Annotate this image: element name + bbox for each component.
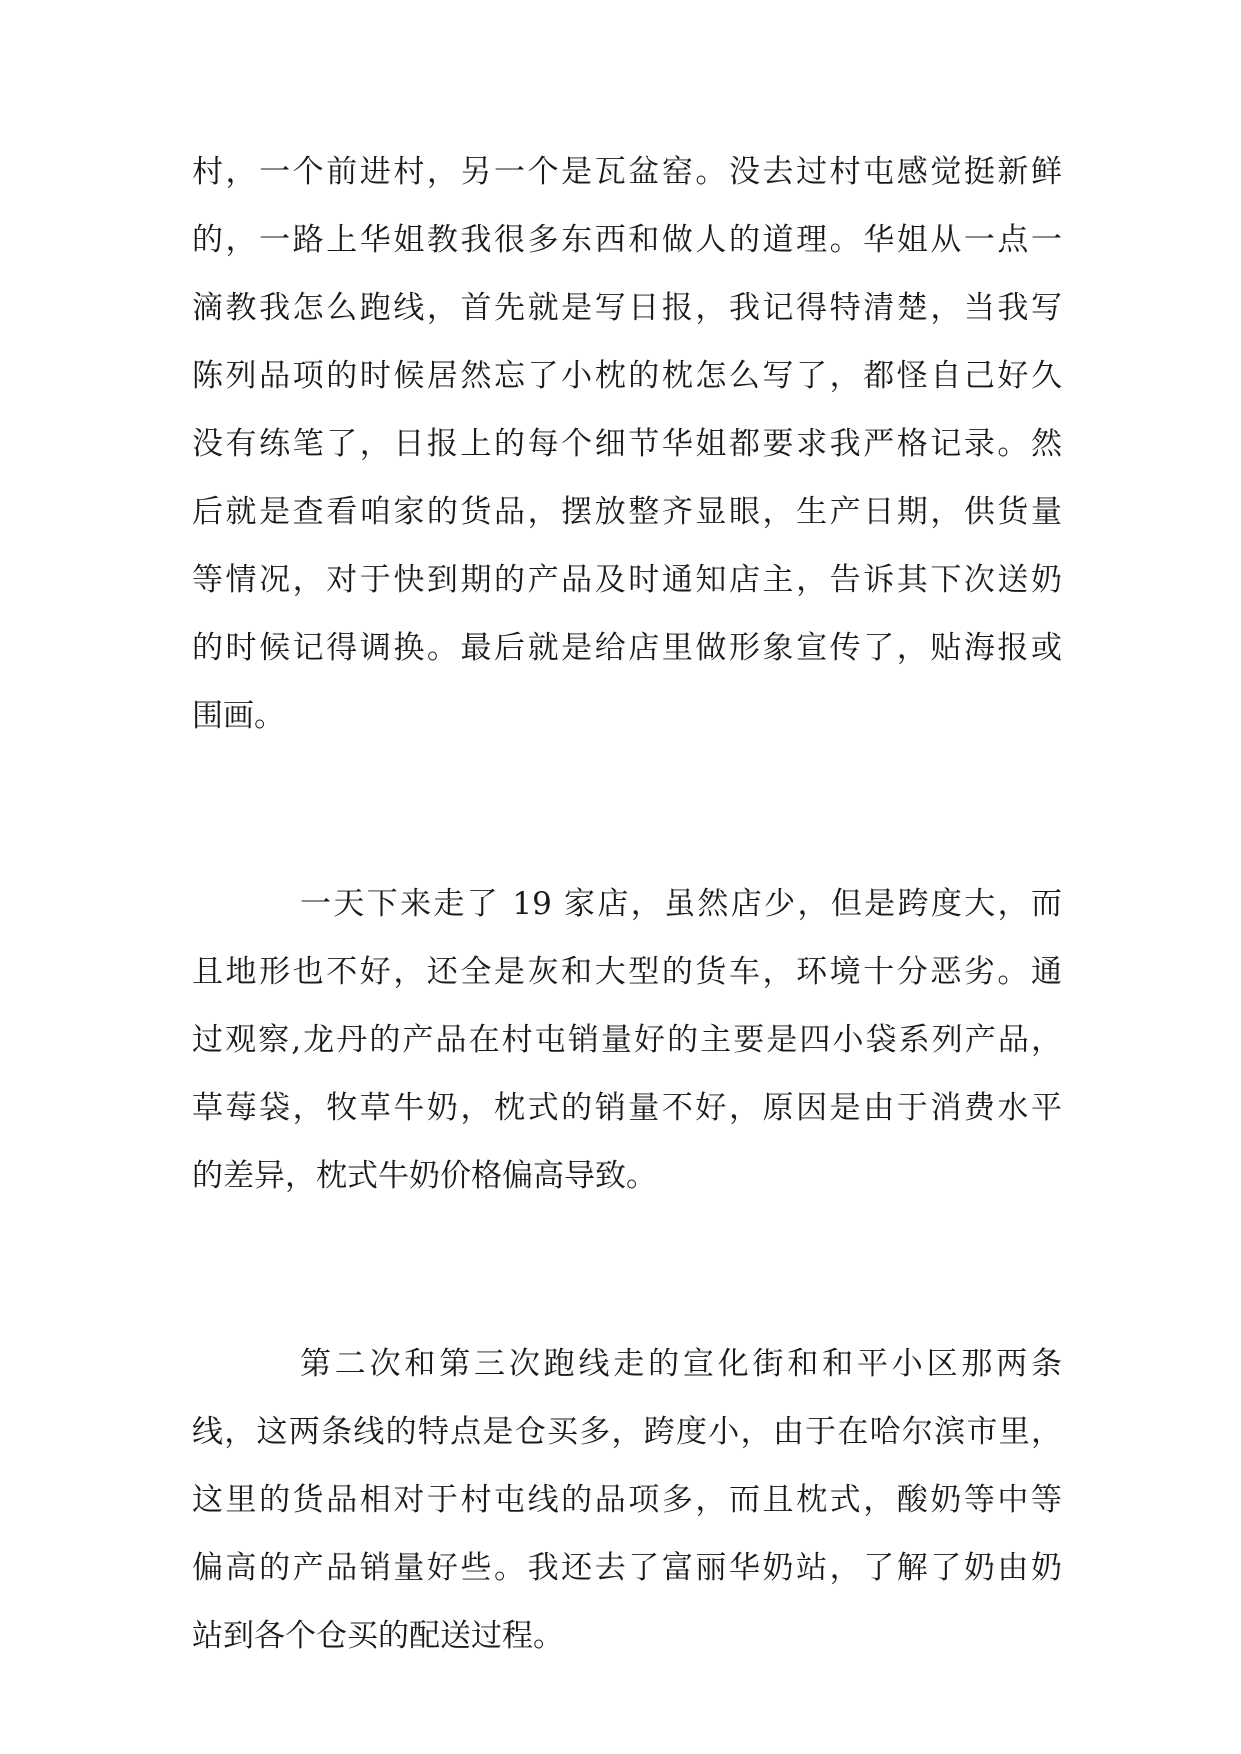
- paragraph-line: 陈列品项的时候居然忘了小枕的枕怎么写了，都怪自己好久: [192, 358, 1062, 394]
- paragraph-line: 线，这两条线的特点是仓买多，跨度小，由于在哈尔滨市里，: [192, 1414, 1062, 1450]
- paragraph-line: 站到各个仓买的配送过程。: [192, 1618, 564, 1654]
- paragraph-line: 的时候记得调换。最后就是给店里做形象宣传了，贴海报或: [192, 630, 1062, 666]
- paragraph-line: 的差异，枕式牛奶价格偏高导致。: [192, 1158, 657, 1194]
- paragraph-line: 的，一路上华姐教我很多东西和做人的道理。华姐从一点一: [192, 222, 1062, 258]
- paragraph-line: 过观察,龙丹的产品在村屯销量好的主要是四小袋系列产品，: [192, 1022, 1062, 1058]
- paragraph-line: 等情况，对于快到期的产品及时通知店主，告诉其下次送奶: [192, 562, 1062, 598]
- paragraph-line: 草莓袋，牧草牛奶，枕式的销量不好，原因是由于消费水平: [192, 1090, 1062, 1126]
- paragraph-line: 这里的货品相对于村屯线的品项多，而且枕式，酸奶等中等: [192, 1482, 1062, 1518]
- paragraph-line: 一天下来走了 19 家店，虽然店少，但是跨度大，而: [300, 886, 1062, 922]
- paragraph-line: 后就是查看咱家的货品，摆放整齐显眼，生产日期，供货量: [192, 494, 1062, 530]
- paragraph-line: 滴教我怎么跑线，首先就是写日报，我记得特清楚，当我写: [192, 290, 1062, 326]
- paragraph-line: 围画。: [192, 698, 285, 734]
- paragraph-line: 且地形也不好，还全是灰和大型的货车，环境十分恶劣。通: [192, 954, 1062, 990]
- paragraph-line: 第二次和第三次跑线走的宣化街和和平小区那两条: [300, 1346, 1062, 1382]
- paragraph-line: 村，一个前进村，另一个是瓦盆窑。没去过村屯感觉挺新鲜: [192, 154, 1062, 190]
- paragraph-line: 没有练笔了，日报上的每个细节华姐都要求我严格记录。然: [192, 426, 1062, 462]
- paragraph-line: 偏高的产品销量好些。我还去了富丽华奶站，了解了奶由奶: [192, 1550, 1062, 1586]
